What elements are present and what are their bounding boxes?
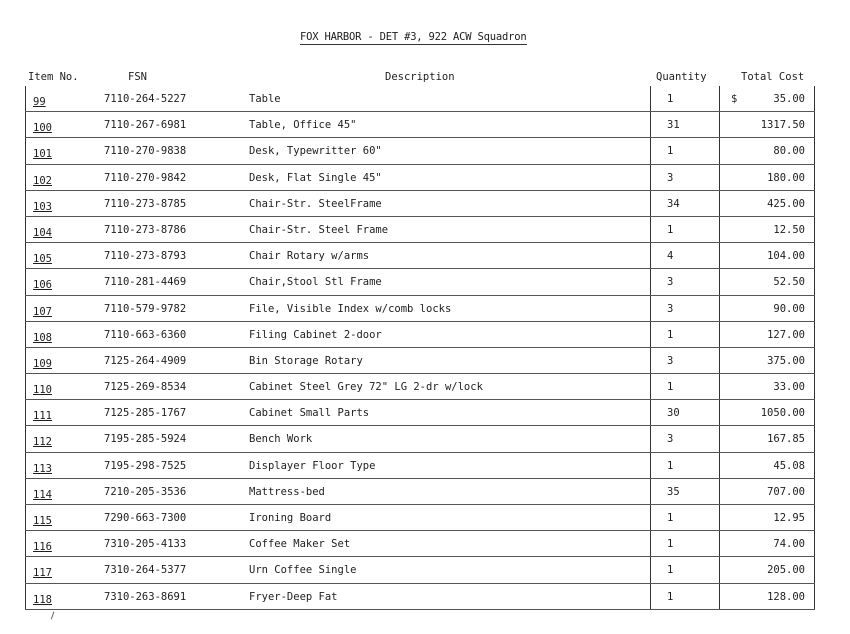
item-number: 103	[33, 200, 52, 213]
item-quantity: 34	[667, 197, 680, 210]
fsn-code: 7125-269-8534	[104, 381, 187, 394]
item-number: 99	[33, 96, 46, 108]
item-quantity: 1	[667, 328, 674, 341]
table-row	[25, 191, 815, 217]
table-row	[25, 86, 815, 112]
item-total-cost: 180.00	[767, 171, 805, 184]
item-quantity: 1	[667, 538, 674, 551]
item-quantity: 3	[667, 276, 674, 289]
item-total-cost: 52.50	[773, 276, 805, 289]
table-row	[25, 426, 815, 452]
currency-symbol: $	[731, 93, 738, 105]
item-total-cost: 167.85	[767, 433, 805, 446]
item-total-cost: 12.50	[773, 223, 805, 236]
header-fsn: FSN	[128, 71, 147, 83]
table-row	[25, 531, 815, 557]
item-total-cost: 425.00	[767, 197, 805, 210]
item-description: Cabinet Steel Grey 72" LG 2-dr w/lock	[249, 381, 483, 394]
item-description: Displayer Floor Type	[249, 459, 376, 472]
item-quantity: 31	[667, 119, 680, 132]
fsn-code: 7110-267-6981	[104, 119, 187, 132]
item-total-cost: 74.00	[773, 538, 805, 551]
table-row	[25, 348, 815, 374]
item-quantity: 3	[667, 433, 674, 446]
item-total-cost: 128.00	[767, 590, 805, 603]
item-number: 101	[33, 148, 52, 161]
fsn-code: 7110-264-5227	[104, 93, 187, 105]
item-quantity: 1	[667, 145, 674, 158]
fsn-code: 7310-263-8691	[104, 590, 187, 603]
fsn-code: 7310-264-5377	[104, 564, 187, 577]
item-quantity: 1	[667, 93, 674, 105]
item-total-cost: 45.08	[773, 459, 805, 472]
item-number: 111	[33, 410, 52, 423]
item-number: 112	[33, 436, 52, 449]
item-description: Bin Storage Rotary	[249, 354, 363, 367]
item-description: Filing Cabinet 2-door	[249, 328, 382, 341]
item-quantity: 1	[667, 459, 674, 472]
item-number: 109	[33, 357, 52, 370]
table-row	[25, 296, 815, 322]
margin-mark	[51, 612, 57, 621]
item-quantity: 30	[667, 407, 680, 420]
fsn-code: 7290-663-7300	[104, 512, 187, 524]
fsn-code: 7110-281-4469	[104, 276, 187, 289]
item-quantity: 1	[667, 564, 674, 577]
item-number: 110	[33, 384, 52, 397]
item-total-cost: 90.00	[773, 302, 805, 315]
item-description: Fryer-Deep Fat	[249, 590, 338, 603]
item-total-cost: 12.95	[773, 512, 805, 524]
item-description: Chair-Str. SteelFrame	[249, 197, 382, 210]
item-quantity: 1	[667, 590, 674, 603]
item-number: 102	[33, 174, 52, 187]
document-title: FOX HARBOR - DET #3, 922 ACW Squadron	[300, 31, 527, 43]
item-total-cost: 80.00	[773, 145, 805, 158]
item-number: 113	[33, 462, 52, 475]
item-total-cost: 104.00	[767, 250, 805, 263]
item-total-cost: 707.00	[767, 485, 805, 498]
table-row	[25, 453, 815, 479]
table-row	[25, 243, 815, 269]
header-description: Description	[385, 71, 455, 83]
item-quantity: 1	[667, 381, 674, 394]
item-total-cost: 1317.50	[760, 119, 805, 132]
item-description: Desk, Typewritter 60"	[249, 145, 382, 158]
fsn-code: 7110-273-8793	[104, 250, 187, 263]
item-quantity: 3	[667, 171, 674, 184]
fsn-code: 7125-285-1767	[104, 407, 187, 420]
fsn-code: 7195-285-5924	[104, 433, 187, 446]
item-description: Bench Work	[249, 433, 313, 446]
inventory-table	[25, 86, 815, 610]
item-number: 100	[33, 122, 52, 135]
table-row	[25, 374, 815, 400]
item-description: Chair-Str. Steel Frame	[249, 223, 389, 236]
fsn-code: 7210-205-3536	[104, 485, 187, 498]
item-total-cost: 1050.00	[760, 407, 805, 420]
item-number: 107	[33, 305, 52, 318]
item-description: Mattress-bed	[249, 485, 325, 498]
item-total-cost: 33.00	[773, 381, 805, 394]
table-row	[25, 217, 815, 243]
table-row	[25, 322, 815, 348]
item-description: Coffee Maker Set	[249, 538, 351, 551]
table-row	[25, 557, 815, 583]
item-description: Urn Coffee Single	[249, 564, 357, 577]
item-number: 104	[33, 226, 52, 239]
item-quantity: 4	[667, 250, 674, 263]
item-number: 118	[33, 593, 52, 606]
item-number: 105	[33, 253, 52, 266]
item-number: 114	[33, 488, 52, 501]
table-row	[25, 479, 815, 505]
header-quantity: Quantity	[656, 71, 707, 83]
fsn-code: 7110-270-9838	[104, 145, 187, 158]
item-description: Cabinet Small Parts	[249, 407, 370, 420]
item-description: Chair Rotary w/arms	[249, 250, 370, 263]
table-row	[25, 112, 815, 138]
fsn-code: 7110-270-9842	[104, 171, 187, 184]
table-row	[25, 584, 815, 610]
item-quantity: 3	[667, 302, 674, 315]
item-number: 117	[33, 567, 52, 580]
item-description: Desk, Flat Single 45"	[249, 171, 382, 184]
table-row	[25, 505, 815, 531]
fsn-code: 7110-273-8785	[104, 197, 187, 210]
item-number: 106	[33, 279, 52, 292]
item-number: 116	[33, 541, 52, 554]
item-total-cost: 375.00	[767, 354, 805, 367]
header-item-no: Item No.	[28, 71, 79, 83]
fsn-code: 7310-205-4133	[104, 538, 187, 551]
item-total-cost: 127.00	[767, 328, 805, 341]
table-row	[25, 269, 815, 295]
item-description: Table	[249, 93, 281, 105]
item-quantity: 1	[667, 512, 674, 524]
item-total-cost: 35.00	[773, 93, 805, 105]
fsn-code: 7110-273-8786	[104, 223, 187, 236]
item-description: Ironing Board	[249, 512, 332, 524]
item-number: 108	[33, 331, 52, 344]
header-total-cost: Total Cost	[741, 71, 805, 83]
item-number: 115	[33, 515, 52, 527]
fsn-code: 7110-579-9782	[104, 302, 187, 315]
item-description: Table, Office 45"	[249, 119, 357, 132]
item-quantity: 3	[667, 354, 674, 367]
item-description: Chair,Stool Stl Frame	[249, 276, 382, 289]
fsn-code: 7110-663-6360	[104, 328, 187, 341]
table-row	[25, 400, 815, 426]
item-total-cost: 205.00	[767, 564, 805, 577]
item-description: File, Visible Index w/comb locks	[249, 302, 452, 315]
item-quantity: 1	[667, 223, 674, 236]
table-row	[25, 138, 815, 164]
fsn-code: 7195-298-7525	[104, 459, 187, 472]
fsn-code: 7125-264-4909	[104, 354, 187, 367]
item-quantity: 35	[667, 485, 680, 498]
table-row	[25, 165, 815, 191]
